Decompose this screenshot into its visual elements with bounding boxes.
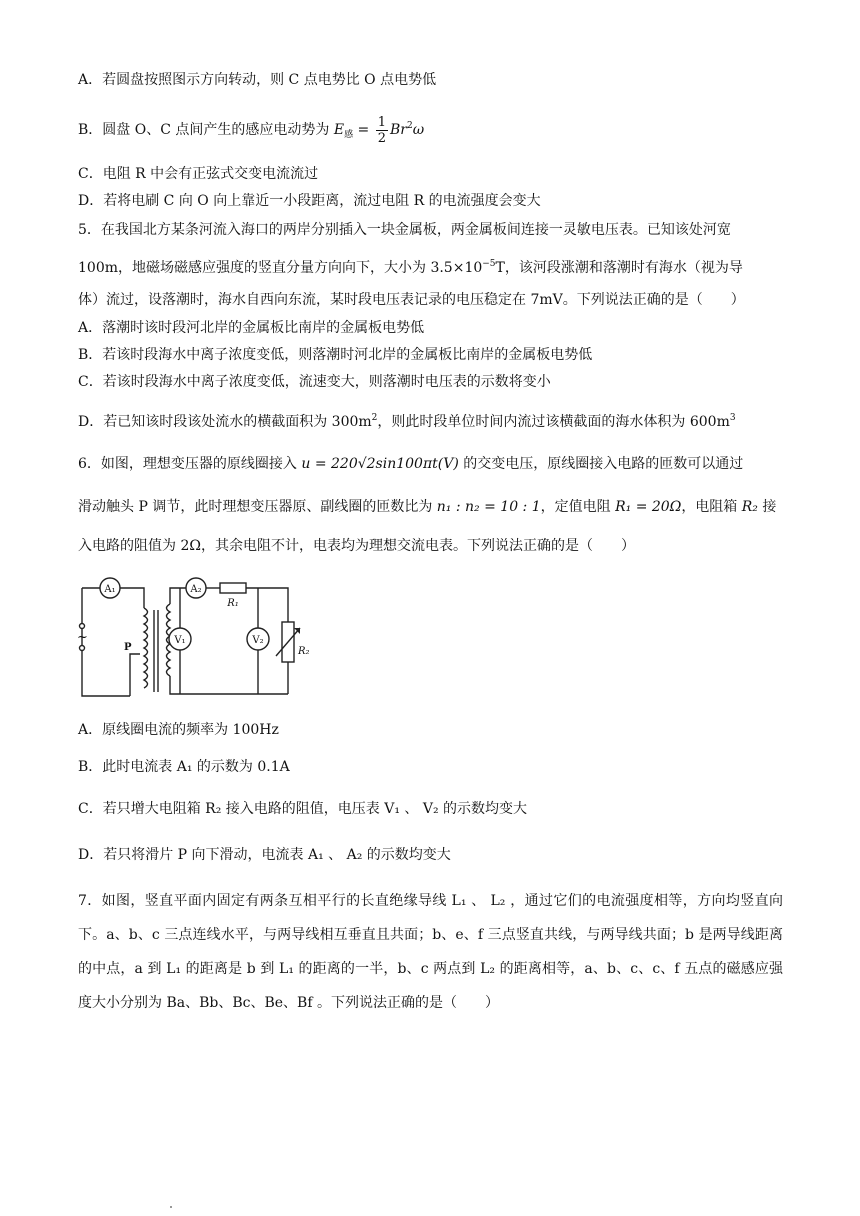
q6-stem-2c: ，电阻箱: [681, 499, 742, 515]
q5-option-d: [78, 408, 736, 432]
q6-stem-1b: 的交变电压，原线圈接入电路的匝数可以通过: [458, 456, 744, 472]
q6-option-b: B．此时电流表 A₁ 的示数为 0.1A: [78, 759, 290, 775]
source-terminal-bottom: [80, 646, 85, 651]
q6-stem-2d: 接: [757, 499, 777, 515]
q5-sup-volume: 3: [729, 413, 736, 423]
primary-wire: [82, 588, 130, 696]
q5-stem-line-3: 体）流过，设落潮时，海水自西向东流，某时段电压表记录的电压稳定在 7mV。下列说法正确的是（ ）: [78, 292, 745, 308]
q4-option-b: [78, 106, 424, 146]
q6-turns-ratio: n₁ : n₂ = 10 : 1: [436, 499, 541, 515]
source-terminal-top: [80, 624, 85, 629]
q5-option-b: B．若该时段海水中离子浓度变低，则落潮时河北岸的金属板比南岸的金属板电势低: [78, 347, 593, 363]
emf-symbol: E: [333, 122, 345, 138]
q6-option-c: C．若只增大电阻箱 R₂ 接入电路的阻值，电压表 V₁ 、 V₂ 的示数均变大: [78, 801, 528, 817]
q5-stem-line-2: [78, 254, 743, 278]
q5-sup-area: 2: [371, 413, 378, 423]
q6-stem-2a: 滑动触头 P 调节，此时理想变压器原、副线圈的匝数比为: [78, 499, 437, 515]
emf-subscript: 感: [344, 130, 354, 140]
emf-exponent: 2: [407, 121, 413, 131]
footer-mark: [170, 1206, 172, 1208]
label-v2: V₂: [252, 635, 264, 646]
q5-option-c: C．若该时段海水中离子浓度变低，流速变大，则落潮时电压表的示数将变小: [78, 374, 551, 390]
label-v1: V₁: [174, 635, 186, 646]
omega-symbol: ω: [412, 122, 425, 138]
q6-stem-2b: ，定值电阻: [540, 499, 616, 515]
r2-variable-arrow: [276, 628, 300, 656]
label-a2: A₂: [190, 584, 202, 595]
q5-stem-line-1: 5．在我国北方某条河流入海口的两岸分别插入一块金属板，两金属板间连接一灵敏电压表。已知该处河宽: [78, 222, 731, 238]
fraction-half: [376, 115, 388, 146]
q4-option-b-text: B．圆盘 O、C 点间产生的感应电动势为: [78, 122, 330, 138]
fraction-numerator: 1: [377, 114, 387, 130]
label-r2: R₂: [298, 646, 310, 657]
q6-stem-line-2: [78, 497, 776, 517]
q6-option-d: D．若只将滑片 P 向下滑动，电流表 A₁ 、 A₂ 的示数均变大: [78, 847, 451, 863]
q5-option-d-a: D．若已知该时段该处流水的横截面积为 300m: [78, 414, 372, 430]
slider-wire: [130, 654, 140, 696]
q5-stem-2a: 100m，地磁场磁感应强度的竖直分量方向向下，大小为 3.5×10: [78, 260, 483, 276]
q4-option-c: C．电阻 R 中会有正弦式交变电流流过: [78, 166, 319, 182]
q5-exponent: −5: [482, 259, 496, 269]
transformer-circuit-figure: [74, 570, 310, 700]
label-p: P: [124, 642, 132, 653]
q5-option-d-b: ，则此时段单位时间内流过该横截面的海水体积为 600m: [377, 414, 730, 430]
q6-voltage-formula: u = 220√2sin100πt(V): [301, 456, 459, 472]
equals-sign: =: [353, 122, 374, 138]
q6-r2-symbol: R₂: [741, 499, 758, 515]
q6-option-a: A．原线圈电流的频率为 100Hz: [78, 722, 279, 738]
q7-stem: 7．如图，竖直平面内固定有两条互相平行的长直绝缘导线 L₁ 、 L₂ ，通过它们的电流强度相等，方向均竖直向下。a、b、c 三点连线水平，与两导线相互垂直且共面；b、e、f 三点竖直共线，与两导线共面；b 是两导线距离的中点，a 到 L₁ 的距离是 b 到 L₁ 的距离的一半，b、c 两点到 L₂ 的距离相等，a、b、c、c、f 五点的磁感应强度大小分别为 Ba、Bb、Bc、Be、Bf 。下列说法正确的是（ ）: [78, 893, 783, 1011]
q4-option-a: A．若圆盘按照图示方向转动，则 C 点电势比 O 点电势低: [78, 72, 437, 88]
label-a1: A₁: [104, 584, 116, 595]
q6-stem-line-1: [78, 454, 743, 474]
q5-stem-2b: T，该河段涨潮和落潮时有海水（视为导: [495, 260, 743, 276]
q5-option-a: A．落潮时该时段河北岸的金属板比南岸的金属板电势低: [78, 320, 425, 336]
emf-rhs: Br: [390, 122, 407, 138]
q6-stem-1a: 6．如图，理想变压器的原线圈接入: [78, 456, 302, 472]
q4-option-d: D．若将电刷 C 向 O 向上靠近一小段距离，流过电阻 R 的电流强度会变大: [78, 193, 541, 209]
resistor-r1: [220, 583, 246, 593]
primary-coil: [144, 608, 148, 688]
fraction-denominator: 2: [377, 130, 387, 146]
q6-r1-value: R₁ = 20Ω: [615, 499, 682, 515]
source-symbol: ~: [77, 630, 88, 645]
q6-stem-line-3: 入电路的阻值为 2Ω，其余电阻不计，电表均为理想交流电表。下列说法正确的是（ ）: [78, 538, 635, 554]
label-r1: R₁: [227, 598, 239, 609]
